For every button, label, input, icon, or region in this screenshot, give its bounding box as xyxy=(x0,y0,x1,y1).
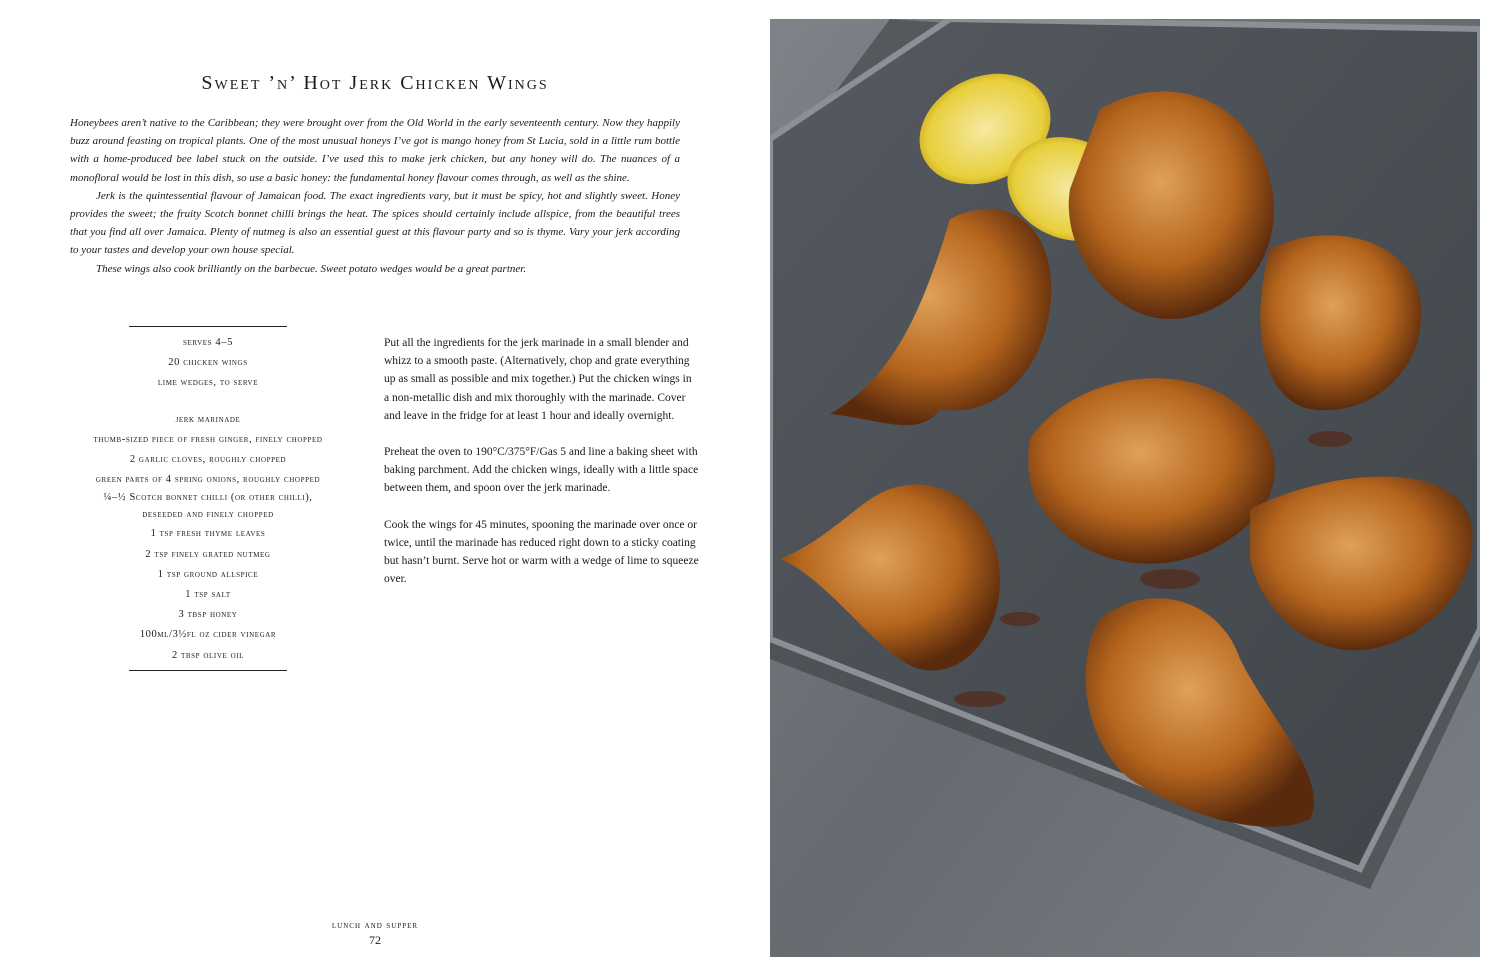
page-number: 72 xyxy=(369,933,381,947)
method-step: Put all the ingredients for the jerk marinade in a small blender and whizz to a smooth paste. (Alternatively, chop and grate everything up as small as possible and mix together.) Put the chicken wings in a non-metallic dish and mix thoroughly with the marinade. Cover and leave in the fridge for at least 1 hour and ideally overnight. xyxy=(384,337,692,422)
intro-paragraph: Honeybees aren’t native to the Caribbean; they were brought over from the Old World in the early seventeenth century. Now they happily buzz around feasting on tropical plants. One of the most unusual honeys I’ve got is mango honey from St Lucia, sold in a little rum bottle with a home-produced bee label stuck on the outside. I’ve used this to make jerk chicken, but any honey will do. The nuances of a monofloral would be lost in this dish, so use a basic honey: the fundamental honey flavour comes through, as well as the shine. xyxy=(70,117,680,184)
ingredient-item: lime wedges, to serve xyxy=(157,377,259,389)
divider xyxy=(129,670,287,671)
serves-label: serves 4–5 xyxy=(183,337,233,348)
ingredients-list xyxy=(60,326,356,671)
recipe-title: Sweet ’n’ Hot Jerk Chicken Wings xyxy=(201,72,549,94)
ingredient-item: thumb-sized piece of fresh ginger, finely chopped xyxy=(93,433,323,445)
section-name: lunch and supper xyxy=(331,920,419,931)
ingredient-item: 2 tbsp olive oil xyxy=(171,649,245,661)
page-footer xyxy=(270,920,480,948)
intro-paragraph: Jerk is the quintessential flavour of Jamaican food. The exact ingredients vary, but it must be spicy, hot and slightly sweet. Honey provides the sweet; the fruity Scotch bonnet chilli brings the heat. The spices should certainly include allspice, from the beautiful trees that you find all over Jamaica. Plenty of nutmeg is also an essential guest at this flavour party and so is thyme. Vary your jerk according to your tastes and develop your own house special. xyxy=(70,189,680,257)
method-step: Cook the wings for 45 minutes, spooning the marinade over once or twice, until the marinade has reduced right down to a sticky coating but hasn’t burnt. Serve hot or warm with a wedge of lime to squeeze over. xyxy=(384,518,699,586)
ingredient-item: 20 chicken wings xyxy=(168,357,248,369)
ingredient-item: 1 tsp ground allspice xyxy=(157,568,259,580)
recipe-intro xyxy=(70,114,680,278)
ingredient-item: 1 tsp salt xyxy=(185,589,231,601)
ingredient-item: 2 garlic cloves, roughly chopped xyxy=(129,454,287,466)
ingredient-item: 100ml/3½fl oz cider vinegar xyxy=(139,629,277,641)
marinade-heading: jerk marinade xyxy=(175,413,241,425)
recipe-method xyxy=(384,334,699,606)
chicken-wings-illustration xyxy=(770,19,1480,957)
ingredient-item: 3 tbsp honey xyxy=(178,609,238,621)
divider xyxy=(129,326,287,327)
intro-paragraph: These wings also cook brilliantly on the barbecue. Sweet potato wedges would be a great partner. xyxy=(96,262,527,275)
ingredient-item: deseeded and finely chopped xyxy=(142,509,274,521)
ingredient-item: green parts of 4 spring onions, roughly chopped xyxy=(95,474,321,486)
ingredient-item: 2 tsp finely grated nutmeg xyxy=(145,548,271,560)
ingredient-item: 1 tsp fresh thyme leaves xyxy=(150,528,266,540)
method-step: Preheat the oven to 190°C/375°F/Gas 5 and line a baking sheet with baking parchment. Add the chicken wings, ideally with a little space between them, and spoon over the jerk marinade. xyxy=(384,446,699,495)
food-photo xyxy=(770,19,1480,957)
ingredient-item: ¼–½ Scotch bonnet chilli (or other chilli), xyxy=(103,492,313,504)
